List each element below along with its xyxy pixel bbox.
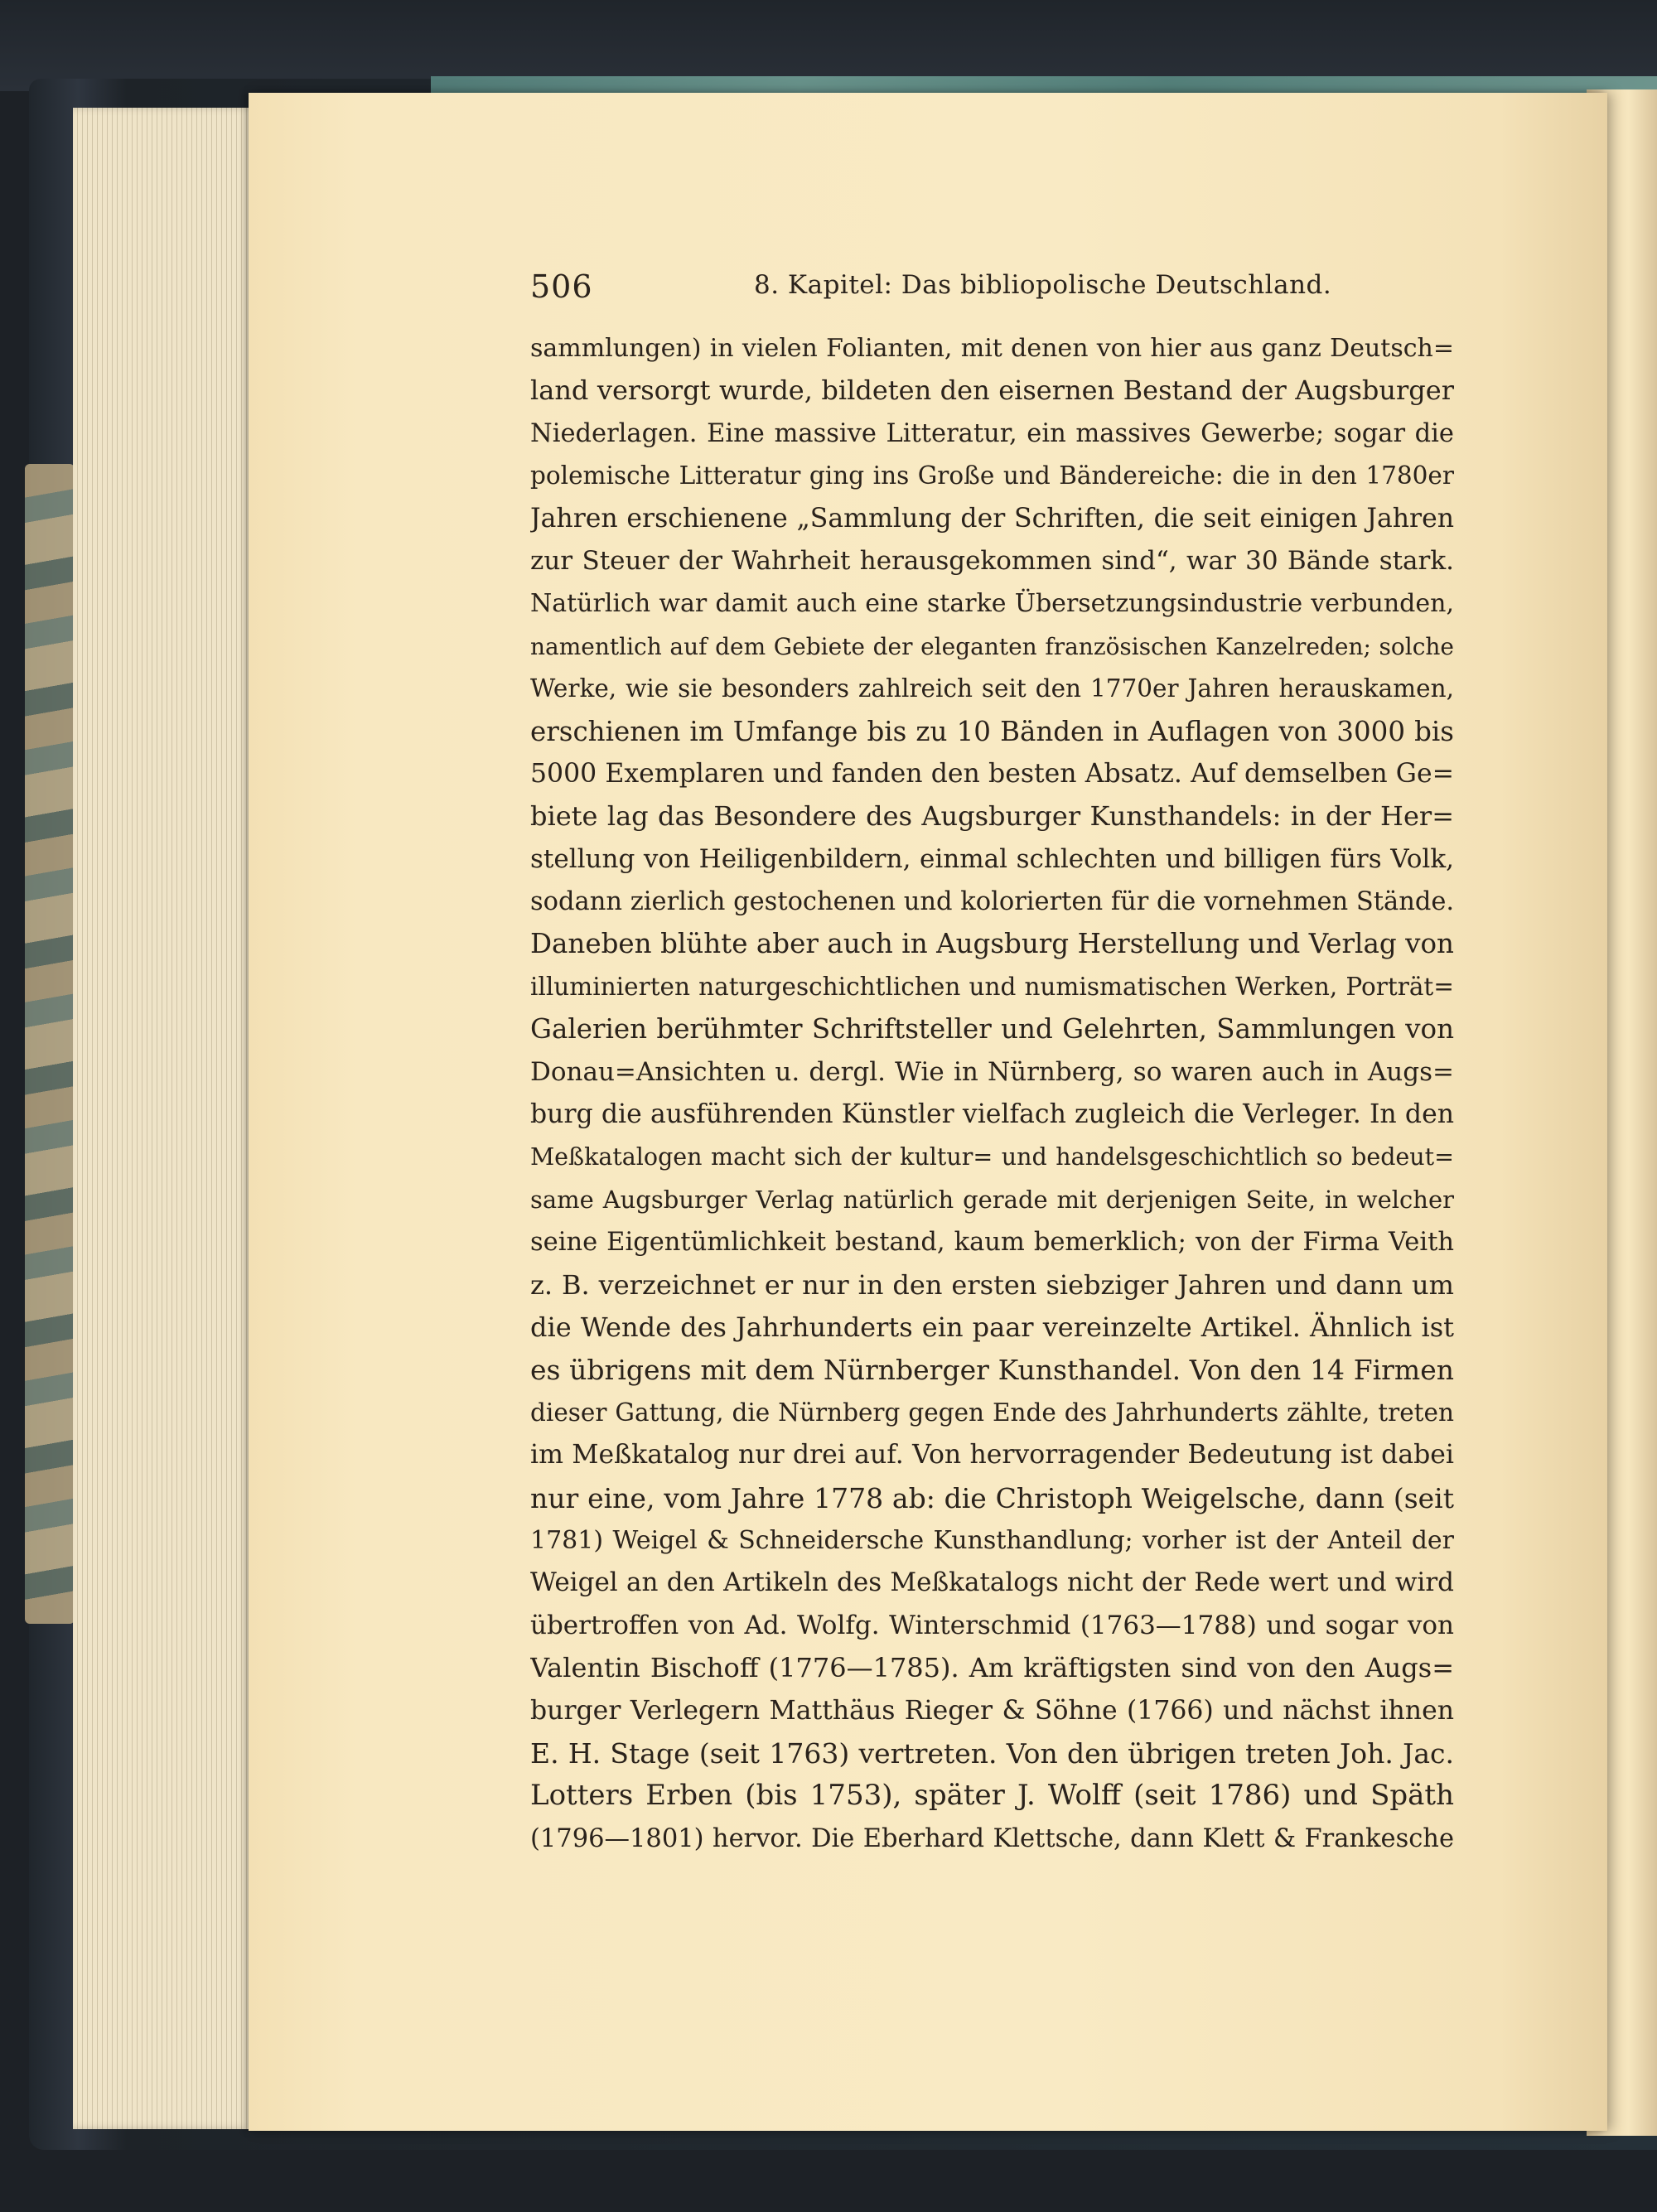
text-line: Natürlich war damit auch eine starke Übersetzungsindustrie verbunden,	[530, 589, 1454, 619]
text-line: Lotters Erben (bis 1753), später J. Wolff (seit 1786) und Späth	[530, 1779, 1454, 1813]
text-line: biete lag das Besondere des Augsburger Kunsthandels: in der Her=	[530, 800, 1454, 833]
text-line: 1781) Weigel & Schneidersche Kunsthandlung; vorher ist der Anteil der	[530, 1525, 1454, 1555]
text-line: E. H. Stage (seit 1763) vertreten. Von den übrigen treten Joh. Jac.	[530, 1736, 1454, 1770]
text-line: burg die ausführenden Künstler vielfach zugleich die Verleger. In den	[530, 1099, 1454, 1130]
text-line: z. B. verzeichnet er nur in den ersten siebziger Jahren und dann um	[530, 1268, 1454, 1301]
running-head: 8. Kapitel: Das bibliopolische Deutschland.	[754, 270, 1332, 300]
page-header	[530, 265, 1458, 315]
text-line: erschienen im Umfange bis zu 10 Bänden in Auflagen von 3000 bis	[530, 715, 1454, 747]
text-line: zur Steuer der Wahrheit herausgekommen sind“, war 30 Bände stark.	[530, 545, 1454, 576]
text-line: same Augsburger Verlag natürlich gerade mit derjenigen Seite, in welcher	[530, 1185, 1454, 1214]
marbled-endpaper	[25, 464, 75, 1624]
text-line: es übrigens mit dem Nürnberger Kunsthandel. Von den 14 Firmen	[530, 1354, 1454, 1387]
text-line: sammlungen) in vielen Folianten, mit denen von hier aus ganz Deutsch=	[530, 334, 1454, 363]
text-line: land versorgt wurde, bildeten den eisernen Bestand der Augsburger	[530, 374, 1454, 407]
text-line: Meßkatalogen macht sich der kultur= und handelsgeschichtlich so bedeut=	[530, 1143, 1454, 1171]
text-line: Galerien berühmter Schriftsteller und Gelehrten, Sammlungen von	[530, 1013, 1454, 1046]
text-line: Donau=Ansichten u. dergl. Wie in Nürnberg, so waren auch in Augs=	[530, 1056, 1454, 1087]
text-line: stellung von Heiligenbildern, einmal schlechten und billigen fürs Volk,	[530, 843, 1454, 874]
text-line: Niederlagen. Eine massive Litteratur, ein massives Gewerbe; sogar die	[530, 418, 1454, 448]
text-line: dieser Gattung, die Nürnberg gegen Ende des Jahrhunderts zählte, treten	[530, 1398, 1454, 1427]
text-line: die Wende des Jahrhunderts ein paar vereinzelte Artikel. Ähnlich ist	[530, 1311, 1454, 1343]
text-line: Weigel an den Artikeln des Meßkatalogs nicht der Rede wert und wird	[530, 1567, 1454, 1598]
text-line: im Meßkatalog nur drei auf. Von hervorragender Bedeutung ist dabei	[530, 1440, 1454, 1471]
page-fore-edge	[73, 108, 272, 2129]
text-line: burger Verlegern Matthäus Rieger & Söhne (1766) und nächst ihnen	[530, 1695, 1454, 1726]
text-line: Valentin Bischoff (1776—1785). Am kräftigsten sind von den Augs=	[530, 1652, 1454, 1684]
text-line: nur eine, vom Jahre 1778 ab: die Christoph Weigelsche, dann (seit	[530, 1481, 1454, 1514]
text-line: polemische Litteratur ging ins Große und Bändereiche: die in den 1780er	[530, 461, 1454, 490]
text-line: namentlich auf dem Gebiete der eleganten französischen Kanzelreden; solche	[530, 632, 1454, 660]
text-line: Werke, wie sie besonders zahlreich seit den 1770er Jahren herauskamen,	[530, 674, 1454, 703]
text-line: (1796—1801) hervor. Die Eberhard Klettsche, dann Klett & Frankesche	[530, 1823, 1454, 1853]
text-line: sodann zierlich gestochenen und kolorierten für die vornehmen Stände.	[530, 887, 1454, 917]
body-text	[530, 327, 1454, 1860]
text-line: illuminierten naturgeschichtlichen und numismatischen Werken, Porträt=	[530, 972, 1454, 1001]
text-line: Jahren erschienene „Sammlung der Schriften, die seit einigen Jahren	[530, 503, 1454, 534]
text-line: 5000 Exemplaren und fanden den besten Absatz. Auf demselben Ge=	[530, 758, 1454, 789]
text-line: Daneben blühte aber auch in Augsburg Herstellung und Verlag von	[530, 928, 1454, 960]
text-line: übertroffen von Ad. Wolfg. Winterschmid (1763—1788) und sogar von	[530, 1610, 1454, 1640]
text-line: seine Eigentümlichkeit bestand, kaum bemerklich; von der Firma Veith	[530, 1228, 1454, 1258]
page-number: 506	[530, 268, 593, 305]
